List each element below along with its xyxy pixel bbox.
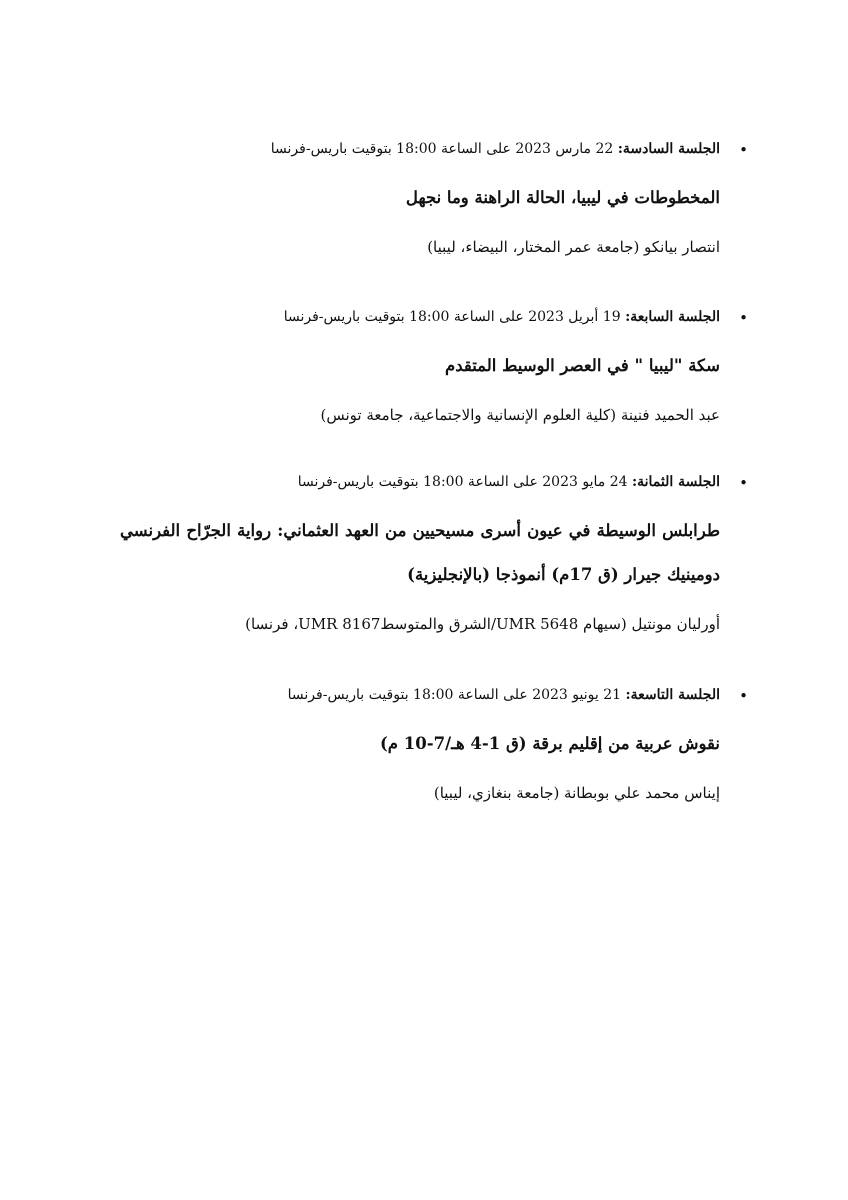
session-header	[120, 471, 720, 493]
session-label: الجلسة التاسعة:	[625, 687, 720, 703]
session-ninth	[120, 684, 748, 804]
session-speaker: إيناس محمد علي بوبطانة (جامعة بنغازي، ليبيا)	[433, 784, 720, 802]
session-speaker: انتصار بيانكو (جامعة عمر المختار، البيضاء، ليبيا)	[427, 238, 720, 256]
bullet-icon: •	[739, 309, 748, 327]
session-header	[120, 306, 720, 328]
session-title: سكة "ليبيا " في العصر الوسيط المتقدم	[444, 356, 720, 375]
session-label: الجلسة الثمانة:	[631, 474, 720, 490]
session-title: طرابلس الوسيطة في عيون أسرى مسيحيين من العهد العثماني: رواية الجرّاح الفرنسي دومينيك جيرار (ق 17م) أنموذجا (بالإنجليزية)	[120, 521, 720, 584]
bullet-icon: •	[739, 474, 748, 492]
bullet-icon: •	[739, 687, 748, 705]
session-date: 22 مارس 2023 على الساعة 18:00 بتوقيت باريس-فرنسا	[270, 141, 614, 157]
session-speaker: أورليان مونتيل (سيهام UMR 5648/الشرق والمتوسطUMR 8167، فرنسا)	[245, 615, 720, 633]
session-date: 19 أبريل 2023 على الساعة 18:00 بتوقيت باريس-فرنسا	[283, 309, 621, 325]
bullet-icon: •	[739, 141, 748, 159]
session-date: 24 مايو 2023 على الساعة 18:00 بتوقيت باريس-فرنسا	[297, 474, 628, 490]
session-sixth	[120, 138, 748, 258]
session-seventh	[120, 306, 748, 426]
session-header	[120, 684, 720, 706]
session-date: 21 يونيو 2023 على الساعة 18:00 بتوقيت باريس-فرنسا	[287, 687, 622, 703]
session-label: الجلسة السادسة:	[617, 141, 720, 157]
session-header	[120, 138, 720, 160]
session-label: الجلسة السابعة:	[625, 309, 720, 325]
session-title: نقوش عربية من إقليم برقة (ق 1-4 هـ/7-10 م)	[379, 734, 720, 753]
session-speaker: عبد الحميد فنينة (كلية العلوم الإنسانية والاجتماعية، جامعة تونس)	[320, 406, 720, 424]
session-eighth	[120, 471, 748, 635]
session-title: المخطوطات في ليبيا، الحالة الراهنة وما نجهل	[405, 188, 720, 207]
